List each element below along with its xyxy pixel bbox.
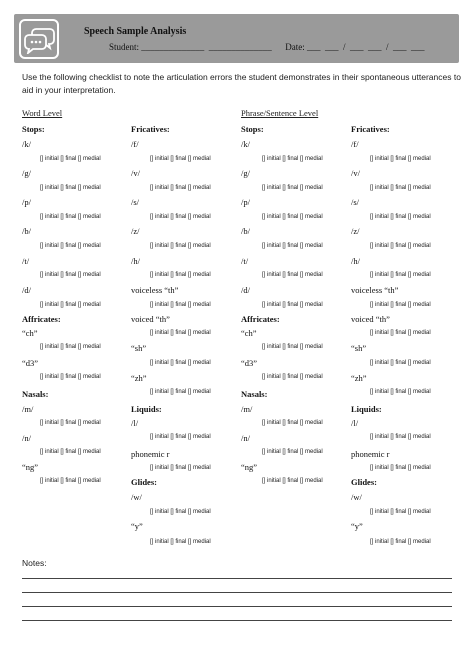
sound-n: /n/ <box>241 433 250 443</box>
sound-s: /s/ <box>131 197 140 207</box>
notes-line[interactable] <box>22 592 452 593</box>
sound-voiced-th: voiced “th” <box>131 314 170 324</box>
sound-phonemic-r: phonemic r <box>131 449 170 459</box>
sound-m: /m/ <box>241 404 253 414</box>
sound-voiceless-th: voiceless “th” <box>351 285 399 295</box>
position-checkboxes[interactable]: [] initial [] final [] medial <box>262 185 323 191</box>
sound-l: /l/ <box>351 418 359 428</box>
position-checkboxes[interactable]: [] initial [] final [] medial <box>150 389 211 395</box>
sound-g: /g/ <box>241 168 250 178</box>
position-checkboxes[interactable]: [] initial [] final [] medial <box>150 214 211 220</box>
position-checkboxes[interactable]: [] initial [] final [] medial <box>150 509 211 515</box>
position-checkboxes[interactable]: [] initial [] final [] medial <box>262 344 323 350</box>
sound-t: /t/ <box>241 256 249 266</box>
position-checkboxes[interactable]: [] initial [] final [] medial <box>370 434 431 440</box>
position-checkboxes[interactable]: [] initial [] final [] medial <box>40 214 101 220</box>
affricates-heading: Affricates: <box>22 314 61 324</box>
sound-f: /f/ <box>351 139 359 149</box>
position-checkboxes[interactable]: [] initial [] final [] medial <box>40 156 101 162</box>
phrase-level-title: Phrase/Sentence Level <box>241 108 319 118</box>
stops-heading: Stops: <box>22 124 45 134</box>
position-checkboxes[interactable]: [] initial [] final [] medial <box>150 302 211 308</box>
instructions-text: Use the following checklist to note the articulation errors the student demonstrates in their spontaneous utterances to aid in your interpretation. <box>22 72 461 95</box>
liquids-heading: Liquids: <box>351 404 382 414</box>
sound-k: /k/ <box>241 139 250 149</box>
position-checkboxes[interactable]: [] initial [] final [] medial <box>370 389 431 395</box>
sound-n: /n/ <box>22 433 31 443</box>
sound-g: /g/ <box>22 168 31 178</box>
sound-b: /b/ <box>241 226 250 236</box>
notes-line[interactable] <box>22 606 452 607</box>
position-checkboxes[interactable]: [] initial [] final [] medial <box>370 509 431 515</box>
sound-z: /z/ <box>351 226 360 236</box>
sound-k: /k/ <box>22 139 31 149</box>
notes-line[interactable] <box>22 578 452 579</box>
position-checkboxes[interactable]: [] initial [] final [] medial <box>262 374 323 380</box>
stops-heading: Stops: <box>241 124 264 134</box>
position-checkboxes[interactable]: [] initial [] final [] medial <box>262 214 323 220</box>
liquids-heading: Liquids: <box>131 404 162 414</box>
sound-v: /v/ <box>351 168 360 178</box>
sound-l: /l/ <box>131 418 139 428</box>
sound-sh: “sh” <box>131 343 147 353</box>
position-checkboxes[interactable]: [] initial [] final [] medial <box>262 478 323 484</box>
position-checkboxes[interactable]: [] initial [] final [] medial <box>370 214 431 220</box>
sound-w: /w/ <box>351 492 362 502</box>
position-checkboxes[interactable]: [] initial [] final [] medial <box>370 156 431 162</box>
sound-z: /z/ <box>131 226 140 236</box>
sound-voiceless-th: voiceless “th” <box>131 285 179 295</box>
sound-w: /w/ <box>131 492 142 502</box>
position-checkboxes[interactable]: [] initial [] final [] medial <box>150 360 211 366</box>
glides-heading: Glides: <box>351 477 377 487</box>
position-checkboxes[interactable]: [] initial [] final [] medial <box>262 420 323 426</box>
position-checkboxes[interactable]: [] initial [] final [] medial <box>262 156 323 162</box>
position-checkboxes[interactable]: [] initial [] final [] medial <box>262 243 323 249</box>
sound-voiced-th: voiced “th” <box>351 314 390 324</box>
position-checkboxes[interactable]: [] initial [] final [] medial <box>150 185 211 191</box>
notes-line[interactable] <box>22 620 452 621</box>
position-checkboxes[interactable]: [] initial [] final [] medial <box>150 465 211 471</box>
position-checkboxes[interactable]: [] initial [] final [] medial <box>370 302 431 308</box>
notes-label: Notes: <box>22 558 47 568</box>
position-checkboxes[interactable]: [] initial [] final [] medial <box>40 374 101 380</box>
glides-heading: Glides: <box>131 477 157 487</box>
position-checkboxes[interactable]: [] initial [] final [] medial <box>370 539 431 545</box>
sound-p: /p/ <box>241 197 250 207</box>
position-checkboxes[interactable]: [] initial [] final [] medial <box>262 272 323 278</box>
sound-phonemic-r: phonemic r <box>351 449 390 459</box>
position-checkboxes[interactable]: [] initial [] final [] medial <box>40 272 101 278</box>
sound-zh: “zh” <box>131 373 147 383</box>
sound-d: /d/ <box>241 285 250 295</box>
position-checkboxes[interactable]: [] initial [] final [] medial <box>370 185 431 191</box>
sound-p: /p/ <box>22 197 31 207</box>
sound-m: /m/ <box>22 404 34 414</box>
sound-s: /s/ <box>351 197 360 207</box>
sound-h: /h/ <box>131 256 140 266</box>
position-checkboxes[interactable]: [] initial [] final [] medial <box>150 272 211 278</box>
position-checkboxes[interactable]: [] initial [] final [] medial <box>150 539 211 545</box>
sound-sh: “sh” <box>351 343 367 353</box>
position-checkboxes[interactable]: [] initial [] final [] medial <box>40 449 101 455</box>
position-checkboxes[interactable]: [] initial [] final [] medial <box>370 465 431 471</box>
sound-v: /v/ <box>131 168 140 178</box>
word-level-title: Word Level <box>22 108 63 118</box>
position-checkboxes[interactable]: [] initial [] final [] medial <box>150 243 211 249</box>
position-checkboxes[interactable]: [] initial [] final [] medial <box>40 302 101 308</box>
position-checkboxes[interactable]: [] initial [] final [] medial <box>40 344 101 350</box>
student-date-line[interactable]: Student: ______________ ______________ Date: ___ ___ / ___ ___ / ___ ___ <box>109 42 425 52</box>
position-checkboxes[interactable]: [] initial [] final [] medial <box>262 449 323 455</box>
fricatives-heading: Fricatives: <box>131 124 170 134</box>
sound-d3: “d3” <box>241 358 258 368</box>
sound-h: /h/ <box>351 256 360 266</box>
position-checkboxes[interactable]: [] initial [] final [] medial <box>150 434 211 440</box>
position-checkboxes[interactable]: [] initial [] final [] medial <box>150 156 211 162</box>
sound-zh: “zh” <box>351 373 367 383</box>
position-checkboxes[interactable]: [] initial [] final [] medial <box>40 185 101 191</box>
fricatives-heading: Fricatives: <box>351 124 390 134</box>
position-checkboxes[interactable]: [] initial [] final [] medial <box>40 243 101 249</box>
position-checkboxes[interactable]: [] initial [] final [] medial <box>370 243 431 249</box>
position-checkboxes[interactable]: [] initial [] final [] medial <box>370 360 431 366</box>
sound-ng: “ng” <box>241 462 258 472</box>
sound-ch: “ch” <box>241 328 257 338</box>
sound-f: /f/ <box>131 139 139 149</box>
sound-d: /d/ <box>22 285 31 295</box>
sound-b: /b/ <box>22 226 31 236</box>
position-checkboxes[interactable]: [] initial [] final [] medial <box>370 330 431 336</box>
nasals-heading: Nasals: <box>22 389 49 399</box>
sound-ch: “ch” <box>22 328 38 338</box>
affricates-heading: Affricates: <box>241 314 280 324</box>
sound-t: /t/ <box>22 256 30 266</box>
sound-y: “y” <box>351 521 363 531</box>
sound-ng: “ng” <box>22 462 39 472</box>
sound-d3: “d3” <box>22 358 39 368</box>
position-checkboxes[interactable]: [] initial [] final [] medial <box>262 302 323 308</box>
page-title: Speech Sample Analysis <box>84 26 187 37</box>
sound-y: “y” <box>131 521 143 531</box>
position-checkboxes[interactable]: [] initial [] final [] medial <box>40 420 101 426</box>
header-bar <box>14 14 459 63</box>
position-checkboxes[interactable]: [] initial [] final [] medial <box>40 478 101 484</box>
position-checkboxes[interactable]: [] initial [] final [] medial <box>150 330 211 336</box>
position-checkboxes[interactable]: [] initial [] final [] medial <box>370 272 431 278</box>
speech-bubble-icon <box>19 19 59 59</box>
nasals-heading: Nasals: <box>241 389 268 399</box>
